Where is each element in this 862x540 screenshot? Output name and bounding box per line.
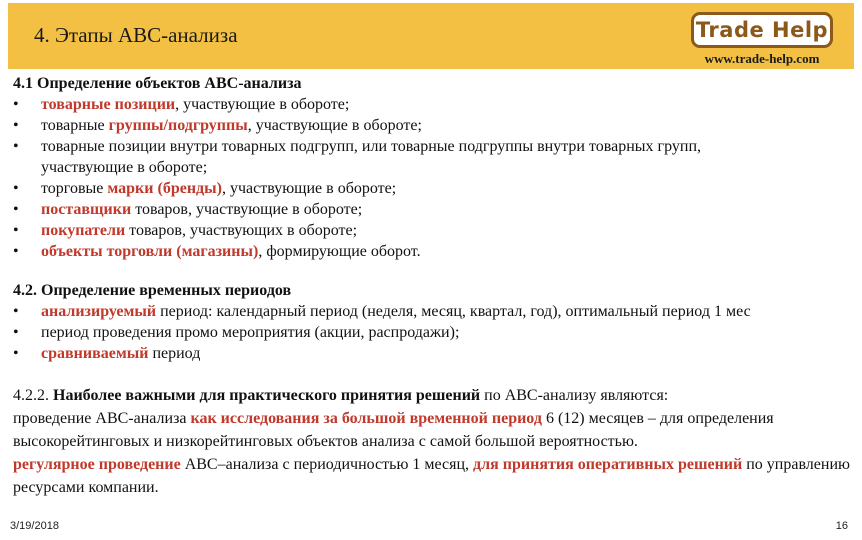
section-conclusion: 4.2.2. Наиболее важными для практического принятия решений по АВС-анализу являются: проведение АВС-анализа как исследования за большой временной период 6 (12) месяцев – для определения высокорейтинговых и низкорейтинговых объектов анализа с самой большой вероятностью. регулярное проведение АВС–анализа с периодичностью 1 месяц, для принятия оперативных решений по управлению ресурсами компании. bbox=[13, 387, 850, 496]
list-item: • анализируемый период: календарный период (неделя, месяц, квартал, год), оптимальный период 1 мес bbox=[13, 303, 751, 320]
section-objects bbox=[13, 73, 853, 262]
list-item: • период проведения промо мероприятия (акции, распродажи); bbox=[13, 324, 460, 341]
footer-date: 3/19/2018 bbox=[10, 520, 59, 532]
list-item: • поставщики товаров, участвующие в обороте; bbox=[13, 201, 363, 218]
bullet-icon: • bbox=[13, 345, 19, 362]
slide-content bbox=[13, 72, 853, 499]
bullet-icon: • bbox=[13, 138, 19, 155]
bullet-icon: • bbox=[13, 243, 19, 260]
bullet-icon: • bbox=[13, 324, 19, 341]
bullet-icon: • bbox=[13, 222, 19, 239]
slide-title: 4. Этапы АВС-анализа bbox=[34, 23, 238, 47]
page-number: 16 bbox=[835, 520, 848, 532]
bullet-icon: • bbox=[13, 96, 19, 113]
logo-text: Trade Help bbox=[695, 18, 829, 42]
header-bar bbox=[8, 3, 854, 69]
bullet-icon: • bbox=[13, 303, 19, 320]
bullet-icon: • bbox=[13, 117, 19, 134]
section-periods bbox=[13, 280, 853, 364]
trade-help-logo bbox=[691, 12, 833, 48]
list-item: • товарные группы/подгруппы, участвующие в обороте; bbox=[13, 117, 422, 134]
section-heading: 4.1 Определение объектов АВС-анализа bbox=[13, 75, 302, 92]
list-item: • торговые марки (бренды), участвующие в обороте; bbox=[13, 180, 397, 197]
list-item: • товарные позиции, участвующие в обороте; bbox=[13, 96, 350, 113]
list-item: • покупатели товаров, участвующих в обороте; bbox=[13, 222, 358, 239]
list-item: • товарные позиции внутри товарных подгрупп, или товарные подгруппы внутри товарных групп, участвующие в обороте; bbox=[13, 138, 701, 176]
site-url: www.trade-help.com bbox=[704, 51, 820, 66]
bullet-icon: • bbox=[13, 180, 19, 197]
section-heading: 4.2. Определение временных периодов bbox=[13, 282, 292, 299]
bullet-icon: • bbox=[13, 201, 19, 218]
list-item: • сравниваемый период bbox=[13, 345, 201, 362]
list-item: • объекты торговли (магазины), формирующие оборот. bbox=[13, 243, 421, 260]
